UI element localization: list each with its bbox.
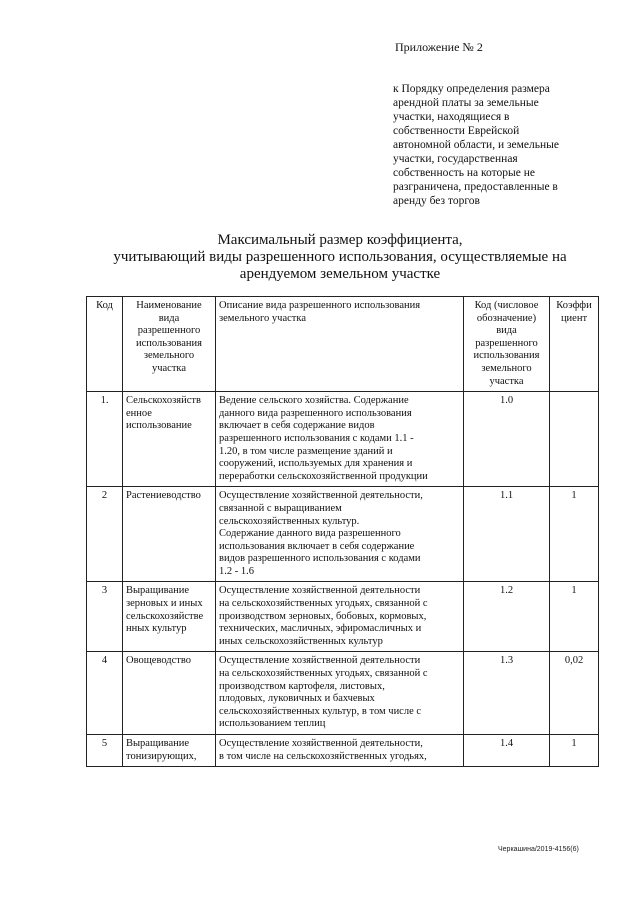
row-description: Осуществление хозяйственной деятельности на сельскохозяйственных угодьях, связанной с производством зерновых, бобовых, кормовых, технических, масличных, эфиромасличных и иных сельскохозяйственных культур <box>216 582 464 652</box>
row-use-name: Сельскохозяйств енное использование <box>123 392 216 487</box>
appendix-text <box>393 82 603 208</box>
row-numeric-code: 1.2 <box>464 582 550 652</box>
table-row <box>87 735 599 767</box>
row-numeric-code: 1.4 <box>464 735 550 767</box>
row-description: Ведение сельского хозяйства. Содержание данного вида разрешенного использования включает в себя содержание видов разрешенного использования с кодами 1.1 - 1.20, в том числе размещение зданий и сооружений, используемых для хранения и переработки сельскохозяйственной продукции <box>216 392 464 487</box>
appendix-line: участки, государственная <box>393 153 518 165</box>
row-use-name: Выращивание тонизирующих, <box>123 735 216 767</box>
row-coefficient: 0,02 <box>550 652 599 735</box>
appendix-line: собственность на которые не <box>393 167 535 179</box>
row-number: 4 <box>87 652 123 735</box>
row-description: Осуществление хозяйственной деятельности на сельскохозяйственных угодьях, связанной с производством картофеля, листовых, плодовых, луковичных и бахчевых сельскохозяйственных культур, в том числе с использованием теплиц <box>216 652 464 735</box>
appendix-line: аренду без торгов <box>393 195 480 207</box>
appendix-line: автономной области, и земельные <box>393 139 559 151</box>
document-heading <box>80 232 600 283</box>
row-numeric-code: 1.1 <box>464 487 550 582</box>
appendix-line: участки, находящиеся в <box>393 111 510 123</box>
document-footer-id: Черкашина/2019-4156(6) <box>498 846 579 853</box>
table-row <box>87 652 599 735</box>
row-coefficient: 1 <box>550 487 599 582</box>
coefficient-table <box>86 296 599 767</box>
appendix-line: арендной платы за земельные <box>393 97 539 109</box>
row-numeric-code: 1.3 <box>464 652 550 735</box>
row-number: 1. <box>87 392 123 487</box>
row-description: Осуществление хозяйственной деятельности, связанной с выращиванием сельскохозяйственных культур. Содержание данного вида разрешенного использования включает в себя содержание видов разрешенного использования с кодами 1.2 - 1.6 <box>216 487 464 582</box>
header-use-name: Наименование вида разрешенного использования земельного участка <box>123 297 216 392</box>
row-use-name: Выращивание зерновых и иных сельскохозяйстве нных культур <box>123 582 216 652</box>
appendix-line: разграничена, предоставленные в <box>393 181 558 193</box>
header-code-number: Код <box>87 297 123 392</box>
row-number: 3 <box>87 582 123 652</box>
appendix-title: Приложение № 2 <box>395 40 483 54</box>
heading-line: арендуемом земельном участке <box>239 266 441 282</box>
row-use-name: Растениеводство <box>123 487 216 582</box>
row-number: 5 <box>87 735 123 767</box>
table-row <box>87 487 599 582</box>
row-coefficient: 1 <box>550 735 599 767</box>
heading-line: учитывающий виды разрешенного использования, осуществляемые на <box>113 249 567 265</box>
heading-line: Максимальный размер коэффициента, <box>217 232 463 248</box>
table-row <box>87 582 599 652</box>
row-description: Осуществление хозяйственной деятельности, в том числе на сельскохозяйственных угодьях, <box>216 735 464 767</box>
row-use-name: Овощеводство <box>123 652 216 735</box>
header-coefficient: Коэффи циент <box>550 297 599 392</box>
header-description: Описание вида разрешенного использования земельного участка <box>216 297 464 392</box>
appendix-line: собственности Еврейской <box>393 125 520 137</box>
table-header-row <box>87 297 599 392</box>
appendix-line: к Порядку определения размера <box>393 83 550 95</box>
row-numeric-code: 1.0 <box>464 392 550 487</box>
table-row <box>87 392 599 487</box>
row-coefficient: 1 <box>550 582 599 652</box>
row-number: 2 <box>87 487 123 582</box>
row-coefficient <box>550 392 599 487</box>
header-numeric-code: Код (числовое обозначение) вида разрешенного использования земельного участка <box>464 297 550 392</box>
